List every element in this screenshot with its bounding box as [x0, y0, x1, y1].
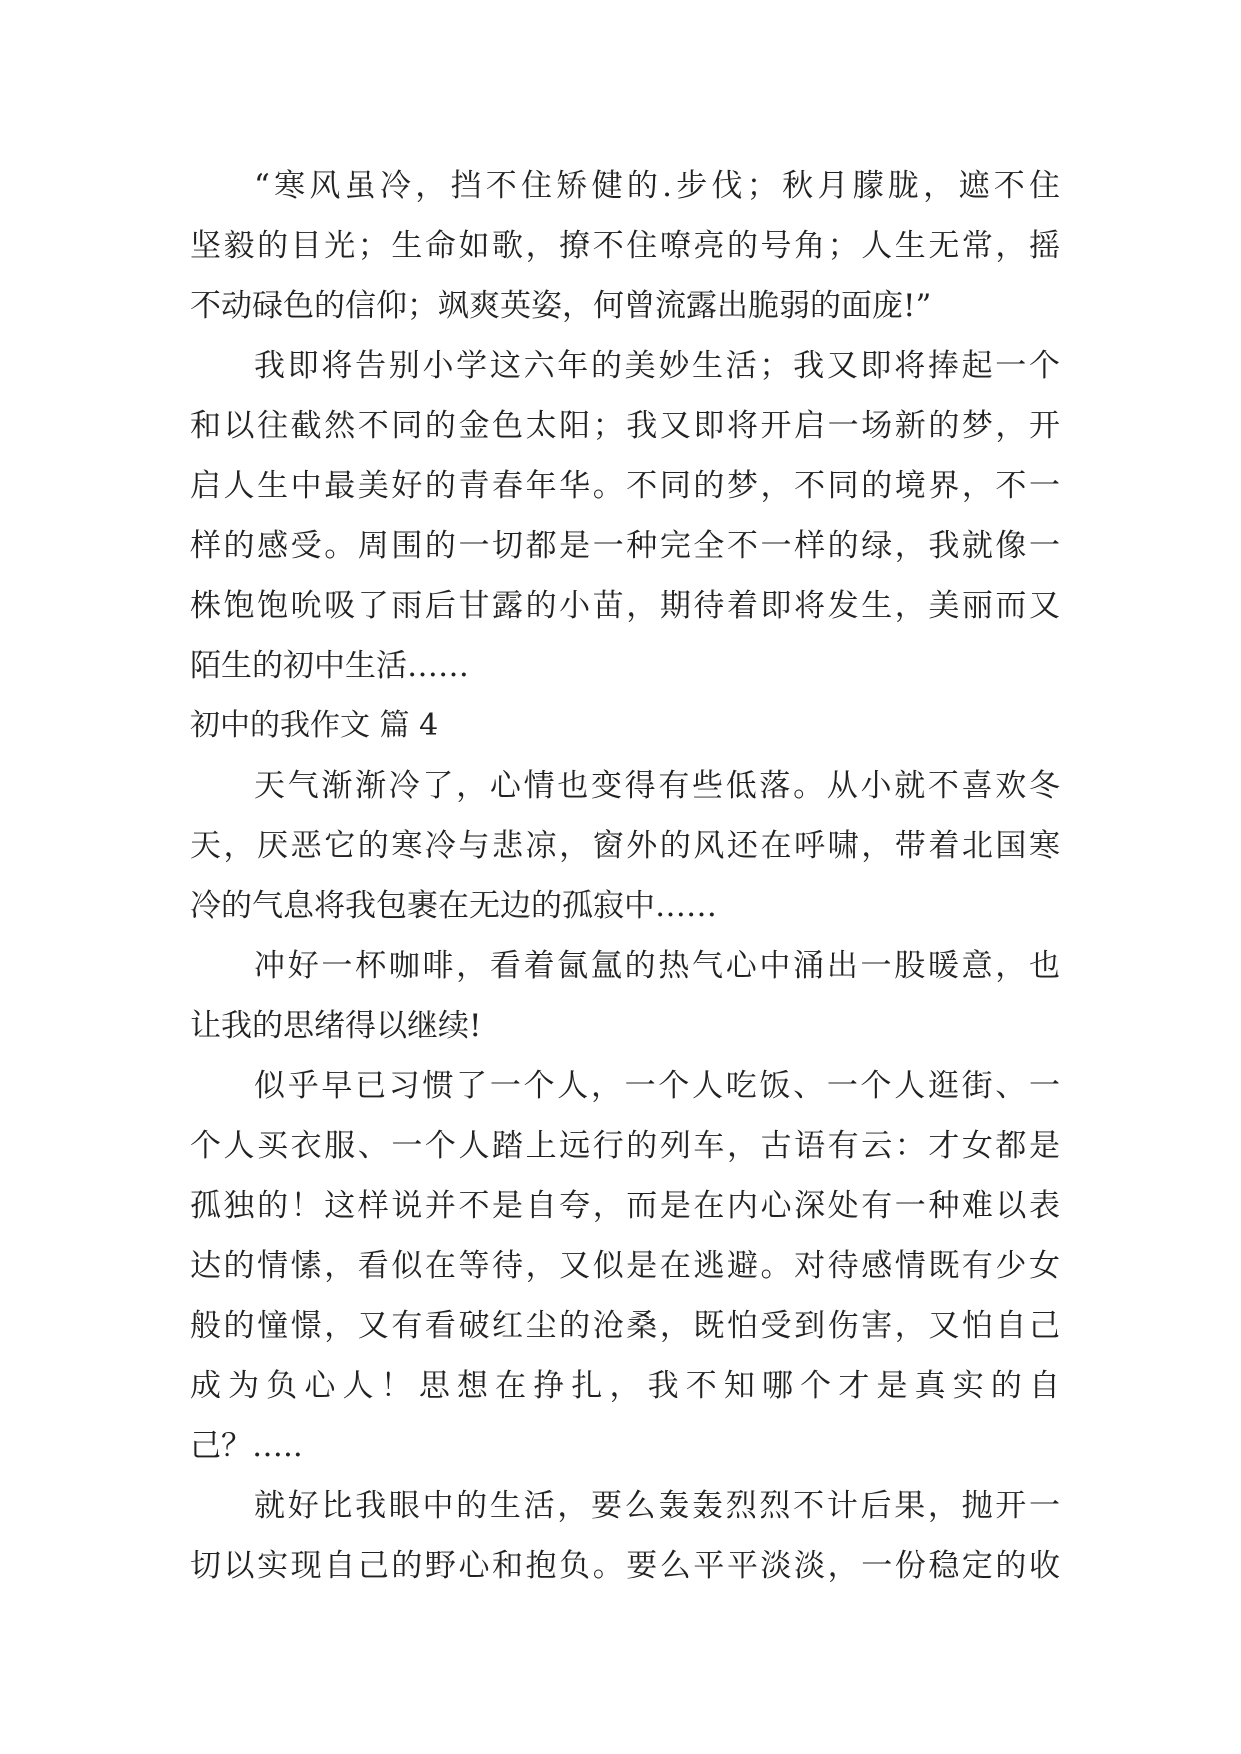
- text-line: 切以实现自己的野心和抱负。要么平平淡淡，一份稳定的收: [190, 1548, 1060, 1584]
- section-heading: [190, 696, 1060, 756]
- text-line: 启人生中最美好的青春年华。不同的梦，不同的境界，不一: [190, 468, 1060, 504]
- text-line: 让我的思绪得以继续!: [190, 1008, 482, 1044]
- text-line: 冷的气息将我包裹在无边的孤寂中……: [190, 888, 717, 924]
- paragraph-6: [190, 1476, 1060, 1596]
- document-body: [190, 156, 1060, 1596]
- paragraph-5: [190, 1056, 1060, 1476]
- paragraph-4: [190, 936, 1060, 1056]
- text-line: 般的憧憬，又有看破红尘的沧桑，既怕受到伤害，又怕自己: [190, 1308, 1060, 1344]
- text-line: 不动碌色的信仰；飒爽英姿，何曾流露出脆弱的面庞!”: [190, 288, 932, 324]
- text-line: 天气渐渐冷了，心情也变得有些低落。从小就不喜欢冬: [254, 768, 1060, 804]
- text-line: 似乎早已习惯了一个人，一个人吃饭、一个人逛街、一: [254, 1068, 1060, 1104]
- text-line: 和以往截然不同的金色太阳；我又即将开启一场新的梦，开: [190, 408, 1060, 444]
- text-line: 个人买衣服、一个人踏上远行的列车，古语有云：才女都是: [190, 1128, 1060, 1164]
- text-line: 样的感受。周围的一切都是一种完全不一样的绿，我就像一: [190, 528, 1060, 564]
- heading-text: 初中的我作文 篇 4: [190, 708, 439, 743]
- text-line: 陌生的初中生活……: [190, 648, 469, 684]
- text-line: 达的情愫，看似在等待，又似是在逃避。对待感情既有少女: [190, 1248, 1060, 1284]
- paragraph-2: [190, 336, 1060, 696]
- text-line: 天，厌恶它的寒冷与悲凉，窗外的风还在呼啸，带着北国寒: [190, 828, 1060, 864]
- text-line: 就好比我眼中的生活，要么轰轰烈烈不计后果，抛开一: [254, 1488, 1060, 1524]
- text-line: 孤独的！这样说并不是自夸，而是在内心深处有一种难以表: [190, 1188, 1060, 1224]
- paragraph-1: [190, 156, 1060, 336]
- text-line: 坚毅的目光；生命如歌，撩不住嘹亮的号角；人生无常，摇: [190, 228, 1060, 264]
- text-line: 我即将告别小学这六年的美妙生活；我又即将捧起一个: [254, 348, 1060, 384]
- text-line: 己？…..: [190, 1428, 303, 1464]
- text-line: 冲好一杯咖啡，看着氤氲的热气心中涌出一股暖意，也: [254, 948, 1060, 984]
- text-line: 成为负心人！思想在挣扎，我不知哪个才是真实的自: [190, 1368, 1060, 1404]
- text-line: “寒风虽冷，挡不住矫健的.步伐；秋月朦胧，遮不住: [254, 168, 1060, 204]
- paragraph-3: [190, 756, 1060, 936]
- text-line: 株饱饱吮吸了雨后甘露的小苗，期待着即将发生，美丽而又: [190, 588, 1060, 624]
